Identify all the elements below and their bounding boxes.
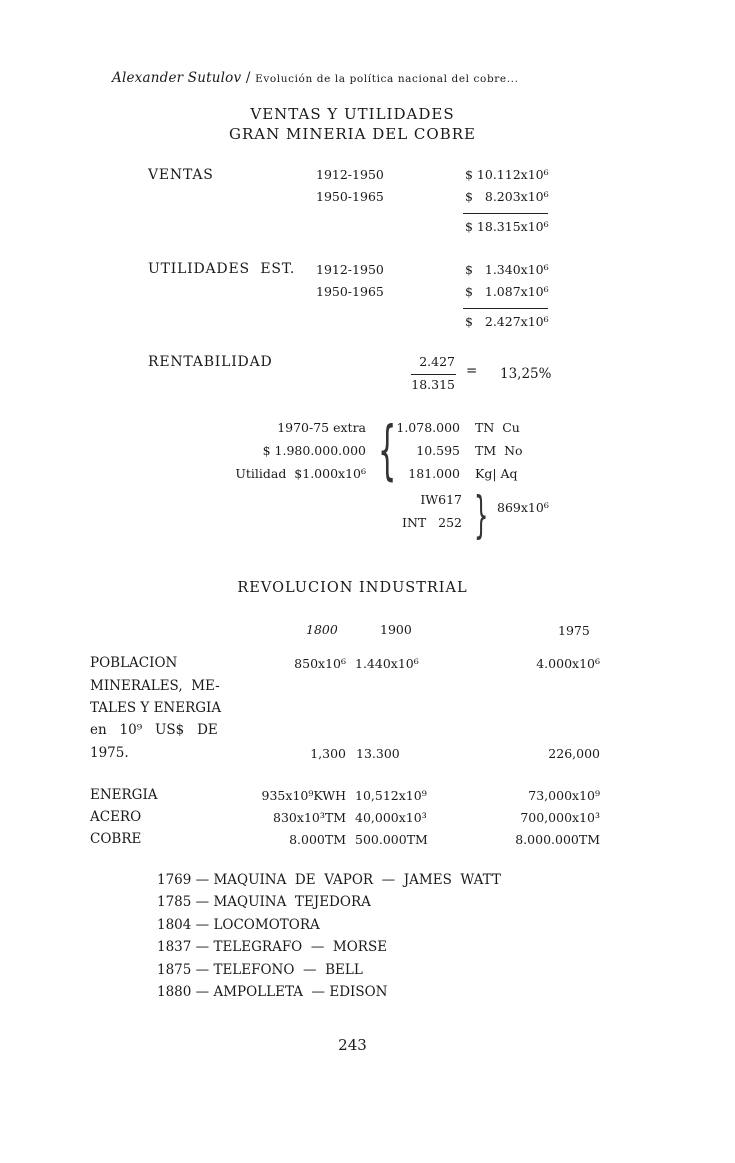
extra-qty-2: 10.595 [416, 443, 460, 458]
extra-qty-1: 1.078.000 [396, 420, 460, 435]
invention-1804: 1804 — LOCOMOTORA [157, 917, 320, 933]
right-brace: } [474, 486, 489, 544]
extra-left-1: 1970-75 extra [277, 420, 366, 435]
invention-1880: 1880 — AMPOLLETA — EDISON [157, 984, 388, 1000]
ventas-total: $ 18.315x10⁶ [465, 219, 549, 234]
rentabilidad-label: RENTABILIDAD [148, 354, 273, 370]
utilidades-amount-1: $ 1.340x10⁶ [465, 262, 549, 277]
minerales-1900: 13.300 [356, 746, 400, 761]
acero-label: ACERO [90, 809, 142, 825]
extra-qty-3: 181.000 [408, 466, 460, 481]
section1-title-line1: VENTAS Y UTILIDADES [250, 105, 455, 123]
fraction-bar [411, 374, 456, 375]
section1-title-line2: GRAN MINERIA DEL COBRE [229, 125, 476, 143]
energia-1975: 73,000x10⁹ [528, 788, 600, 803]
header-author: Alexander Sutulov [112, 70, 242, 86]
left-brace: { [378, 414, 397, 488]
extra-unit-3: Kg| Aq [475, 466, 518, 481]
utilidades-total: $ 2.427x10⁶ [465, 314, 549, 329]
ventas-sum-rule [463, 213, 548, 214]
utilidades-period-1: 1912-1950 [316, 262, 384, 277]
extra-unit-1: TN Cu [475, 420, 520, 435]
ventas-period-1: 1912-1950 [316, 167, 384, 182]
cobre-1800: 8.000TM [289, 832, 346, 847]
invention-1785: 1785 — MAQUINA TEJEDORA [157, 894, 371, 910]
utilidades-amount-2: $ 1.087x10⁶ [465, 284, 549, 299]
extra-left-2: $ 1.980.000.000 [262, 443, 366, 458]
poblacion-label: POBLACION [90, 655, 178, 671]
minerales-label-line4: 1975. [90, 745, 129, 761]
section2-title: REVOLUCION INDUSTRIAL [237, 580, 468, 596]
utilidades-sum-rule [463, 308, 548, 309]
minerales-label-line2: TALES Y ENERGIA [90, 700, 222, 716]
header-separator: / [245, 70, 251, 86]
minerales-label-line3: en 10⁹ US$ DE [90, 722, 218, 738]
cobre-label: COBRE [90, 831, 142, 847]
extra-lower-1: IW617 [420, 492, 462, 507]
rentabilidad-result: 13,25% [500, 366, 552, 382]
rentabilidad-numerator: 2.427 [419, 354, 455, 369]
running-header [112, 70, 519, 86]
year-1975: 1975 [558, 623, 590, 638]
year-1800: 1800 [306, 622, 338, 637]
poblacion-1900: 1.440x10⁶ [355, 656, 419, 671]
rentabilidad-equals: = [466, 363, 478, 379]
invention-1769: 1769 — MAQUINA DE VAPOR — JAMES WATT [157, 872, 501, 888]
invention-1875: 1875 — TELEFONO — BELL [157, 962, 363, 978]
extra-left-3: Utilidad $1.000x10⁶ [235, 466, 366, 481]
minerales-label-line1: MINERALES, ME- [90, 678, 220, 694]
year-1900: 1900 [380, 622, 412, 637]
utilidades-label: UTILIDADES EST. [148, 261, 296, 277]
rentabilidad-denominator: 18.315 [411, 377, 455, 392]
cobre-1900: 500.000TM [355, 832, 428, 847]
energia-1800: 935x10⁹KWH [261, 788, 346, 803]
poblacion-1975: 4.000x10⁶ [536, 656, 600, 671]
ventas-label: VENTAS [148, 167, 214, 183]
ventas-period-2: 1950-1965 [316, 189, 384, 204]
acero-1975: 700,000x10³ [520, 810, 600, 825]
extra-unit-2: TM No [475, 443, 523, 458]
extra-lower-result: 869x10⁶ [497, 500, 549, 515]
minerales-1975: 226,000 [548, 746, 600, 761]
energia-label: ENERGIA [90, 787, 158, 803]
ventas-amount-1: $ 10.112x10⁶ [465, 167, 549, 182]
extra-lower-2: INT 252 [402, 515, 462, 530]
ventas-amount-2: $ 8.203x10⁶ [465, 189, 549, 204]
cobre-1975: 8.000.000TM [515, 832, 600, 847]
invention-1837: 1837 — TELEGRAFO — MORSE [157, 939, 388, 955]
utilidades-period-2: 1950-1965 [316, 284, 384, 299]
header-title: Evolución de la política nacional del cobre... [255, 73, 519, 85]
acero-1800: 830x10³TM [273, 810, 346, 825]
page-number: 243 [338, 1036, 367, 1054]
acero-1900: 40,000x10³ [355, 810, 427, 825]
poblacion-1800: 850x10⁶ [294, 656, 346, 671]
minerales-1800: 1,300 [310, 746, 346, 761]
energia-1900: 10,512x10⁹ [355, 788, 427, 803]
